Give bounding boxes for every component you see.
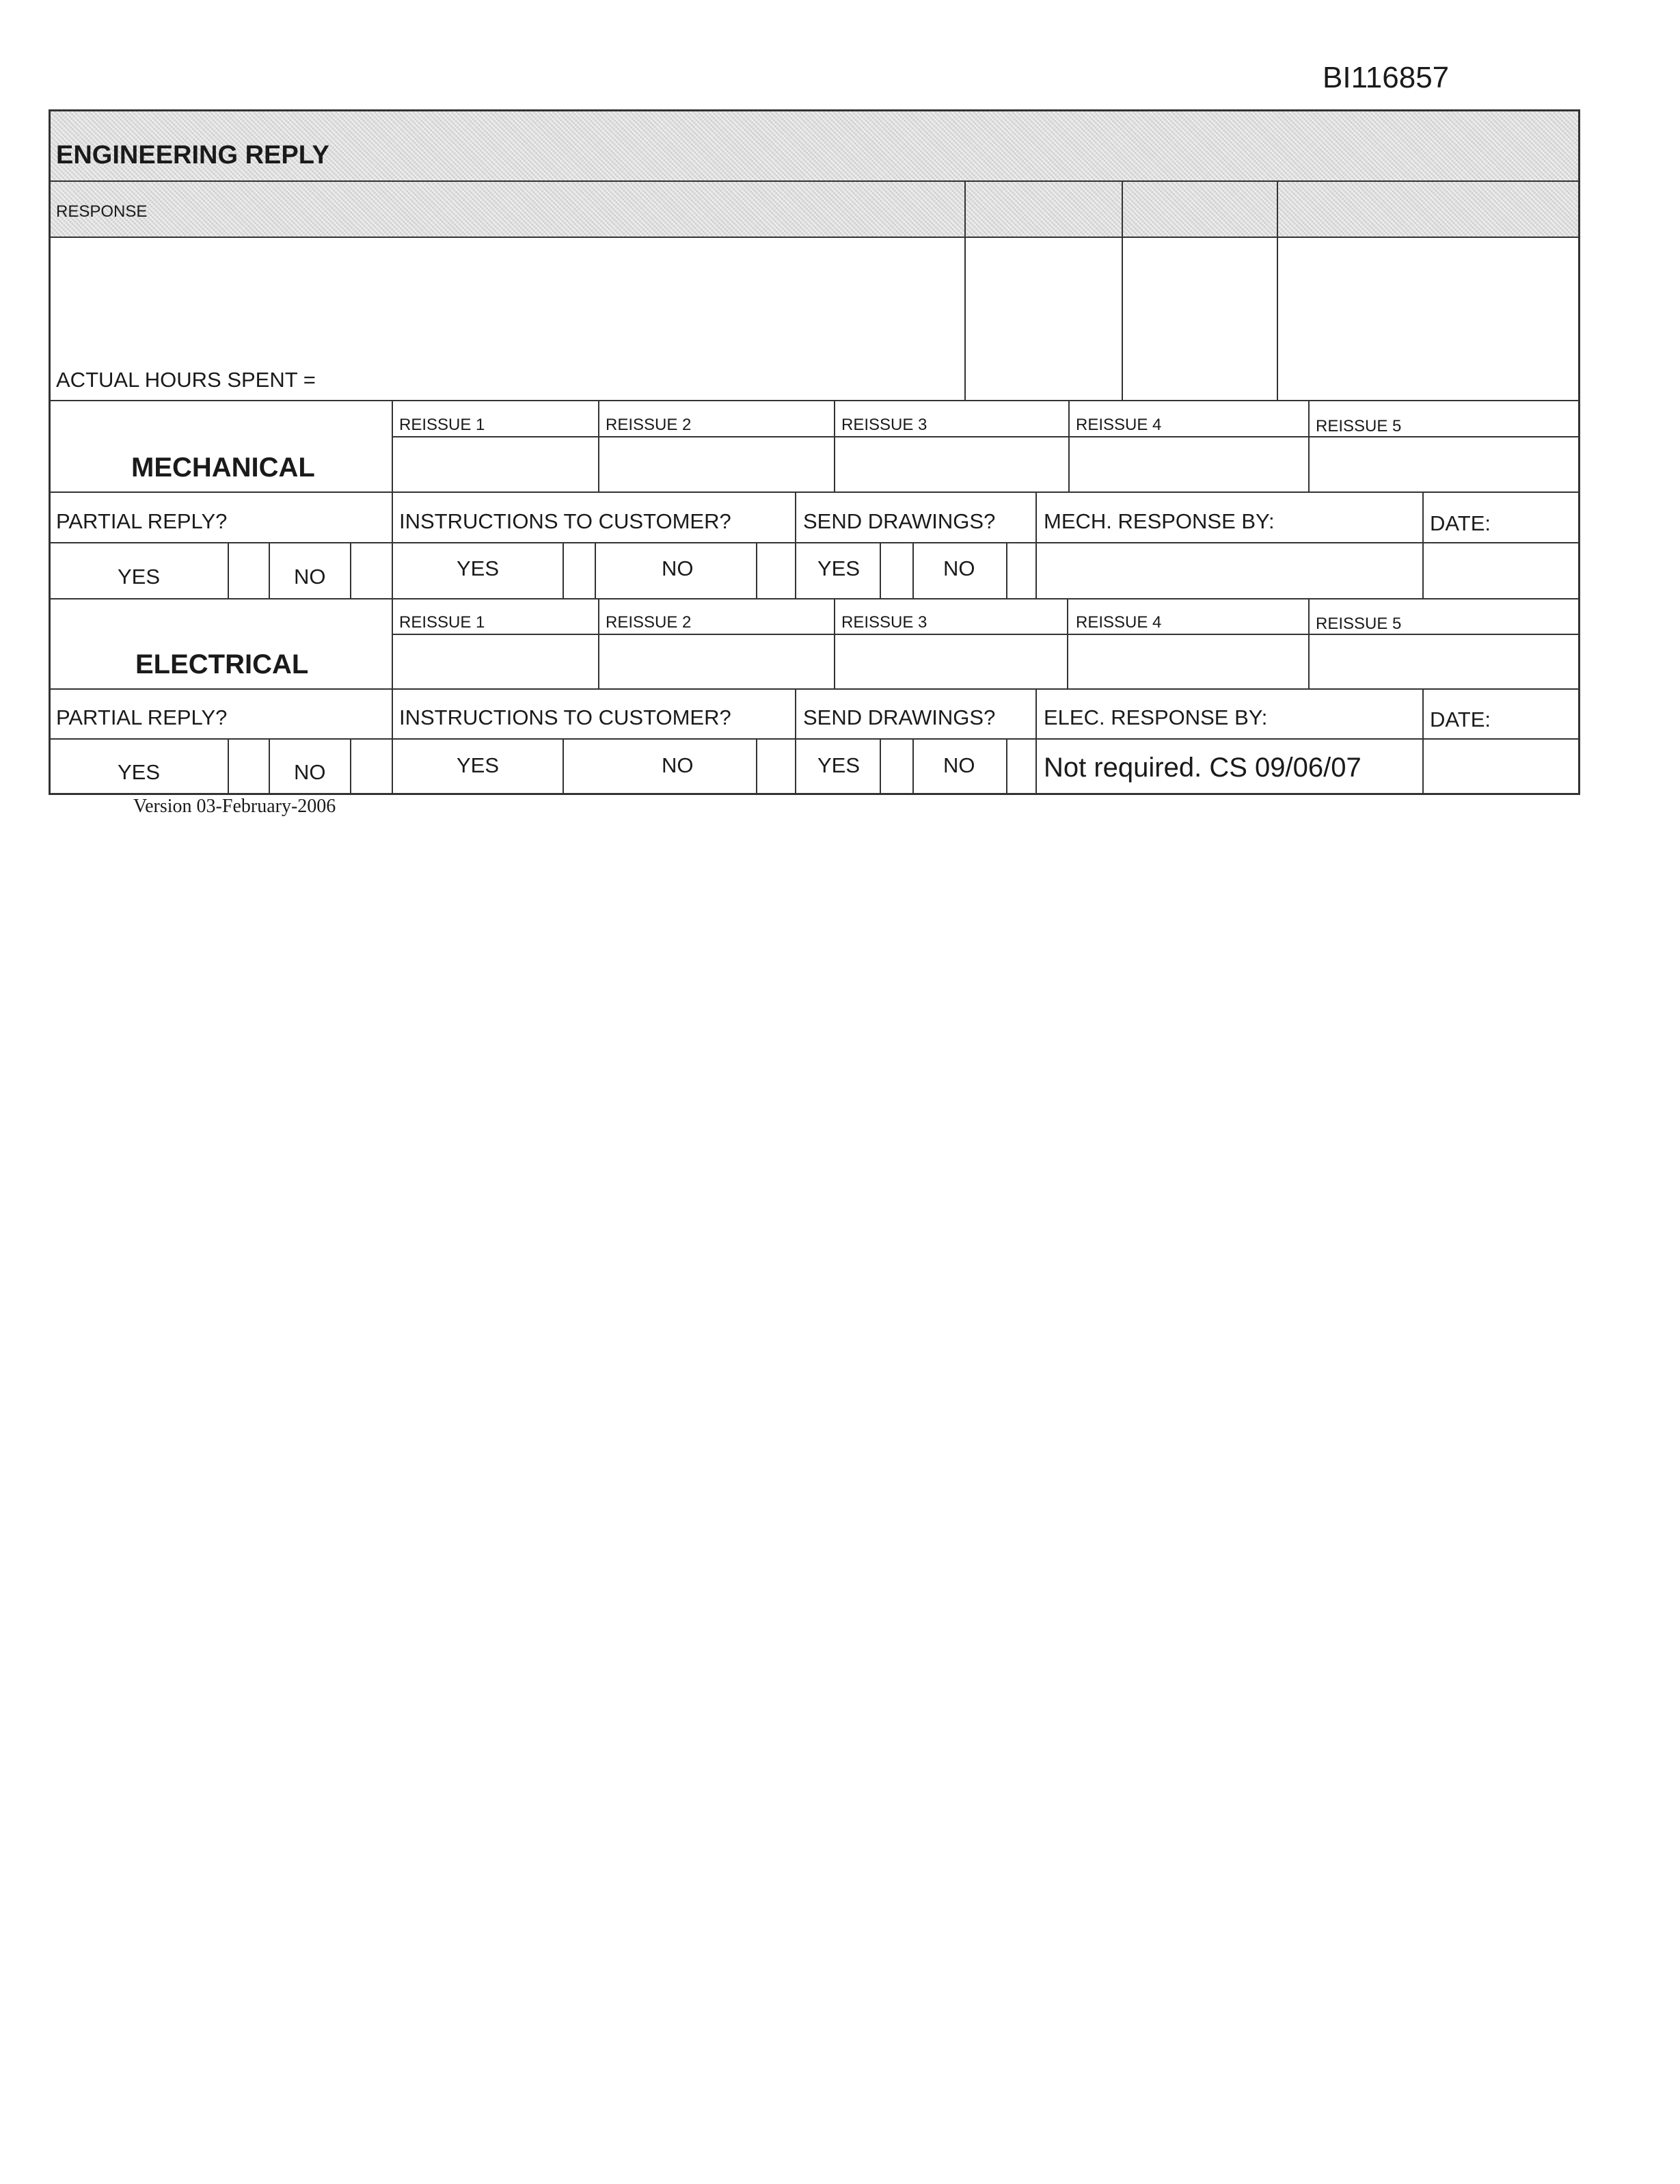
elec-partial-yes-label: YES: [118, 760, 161, 784]
response-column-2[interactable]: [1123, 238, 1276, 399]
elec-response-value: Not required. CS 09/06/07: [1044, 753, 1361, 783]
mech-partial-yes-checkbox[interactable]: [229, 544, 269, 597]
elec-reissue-3-field[interactable]: [835, 635, 1067, 688]
elec-reissue-1-label: REISSUE 1: [399, 613, 485, 632]
mech-response-by-label: MECH. RESPONSE BY:: [1044, 509, 1275, 533]
mech-partial-no-label: NO: [294, 565, 326, 589]
mech-drawings-no-checkbox[interactable]: [1007, 544, 1035, 597]
response-label: RESPONSE: [56, 202, 148, 221]
elec-partial-no-checkbox[interactable]: [351, 740, 392, 792]
mech-drawings-yes-label: YES: [817, 556, 861, 580]
elec-partial-no-label: NO: [294, 760, 326, 784]
elec-reissue-1-field[interactable]: [393, 635, 598, 688]
elec-instructions-no-label: NO: [662, 753, 694, 777]
mech-reissue-4-label: REISSUE 4: [1076, 416, 1162, 434]
elec-reissue-2-label: REISSUE 2: [606, 613, 692, 632]
elec-reissue-3-label: REISSUE 3: [841, 613, 927, 632]
mech-drawings-yes-checkbox[interactable]: [881, 544, 912, 597]
mech-instructions-yes-label: YES: [457, 556, 500, 580]
response-band: [49, 182, 1579, 238]
mech-partial-reply-label: PARTIAL REPLY?: [56, 509, 228, 533]
actual-hours-label: ACTUAL HOURS SPENT =: [56, 368, 316, 392]
mech-response-by-field[interactable]: [1037, 544, 1422, 597]
elec-instructions-yes-checkbox[interactable]: [564, 740, 756, 792]
document-id: BI116857: [1323, 61, 1450, 94]
mech-reissue-1-field[interactable]: [393, 437, 598, 491]
mech-drawings-no-label: NO: [943, 556, 975, 580]
mechanical-title: MECHANICAL: [131, 453, 315, 483]
version-note: Version 03-February-2006: [133, 796, 336, 817]
electrical-title: ELECTRICAL: [135, 649, 309, 679]
mech-instructions-label: INSTRUCTIONS TO CUSTOMER?: [399, 509, 731, 533]
elec-drawings-no-checkbox[interactable]: [1007, 740, 1035, 792]
elec-reissue-2-field[interactable]: [599, 635, 834, 688]
elec-send-drawings-label: SEND DRAWINGS?: [803, 705, 996, 729]
elec-date-field[interactable]: [1424, 740, 1577, 792]
mech-reissue-5-field[interactable]: [1310, 437, 1577, 491]
elec-drawings-no-label: NO: [943, 753, 975, 777]
mech-instructions-yes-checkbox[interactable]: [564, 544, 595, 597]
elec-instructions-no-checkbox[interactable]: [757, 740, 795, 792]
mech-reissue-4-field[interactable]: [1070, 437, 1308, 491]
elec-partial-reply-label: PARTIAL REPLY?: [56, 705, 228, 729]
elec-partial-yes-checkbox[interactable]: [229, 740, 269, 792]
elec-reissue-4-label: REISSUE 4: [1076, 613, 1162, 632]
mech-date-label: DATE:: [1430, 511, 1491, 535]
mech-reissue-1-label: REISSUE 1: [399, 416, 485, 434]
elec-reissue-5-field[interactable]: [1310, 635, 1577, 688]
mech-reissue-3-label: REISSUE 3: [841, 416, 927, 434]
mech-reissue-2-field[interactable]: [599, 437, 834, 491]
mech-reissue-2-label: REISSUE 2: [606, 416, 692, 434]
mech-instructions-no-checkbox[interactable]: [757, 544, 795, 597]
mech-send-drawings-label: SEND DRAWINGS?: [803, 509, 996, 533]
elec-instructions-yes-label: YES: [457, 753, 500, 777]
mech-reissue-5-label: REISSUE 5: [1316, 417, 1402, 435]
response-column-1[interactable]: [966, 238, 1121, 399]
elec-drawings-yes-label: YES: [817, 753, 861, 777]
elec-response-by-label: ELEC. RESPONSE BY:: [1044, 705, 1268, 729]
response-column-3[interactable]: [1278, 238, 1577, 399]
mech-partial-no-checkbox[interactable]: [351, 544, 392, 597]
elec-date-label: DATE:: [1430, 707, 1491, 731]
elec-instructions-label: INSTRUCTIONS TO CUSTOMER?: [399, 705, 731, 729]
mech-date-field[interactable]: [1424, 544, 1577, 597]
elec-response-by-field[interactable]: [1037, 740, 1422, 792]
mech-instructions-no-label: NO: [662, 556, 694, 580]
mech-reissue-3-field[interactable]: [835, 437, 1068, 491]
elec-reissue-4-field[interactable]: [1068, 635, 1308, 688]
elec-drawings-yes-checkbox[interactable]: [881, 740, 912, 792]
form-title: ENGINEERING REPLY: [56, 141, 329, 170]
elec-reissue-5-label: REISSUE 5: [1316, 615, 1402, 633]
mech-partial-yes-label: YES: [118, 565, 161, 589]
